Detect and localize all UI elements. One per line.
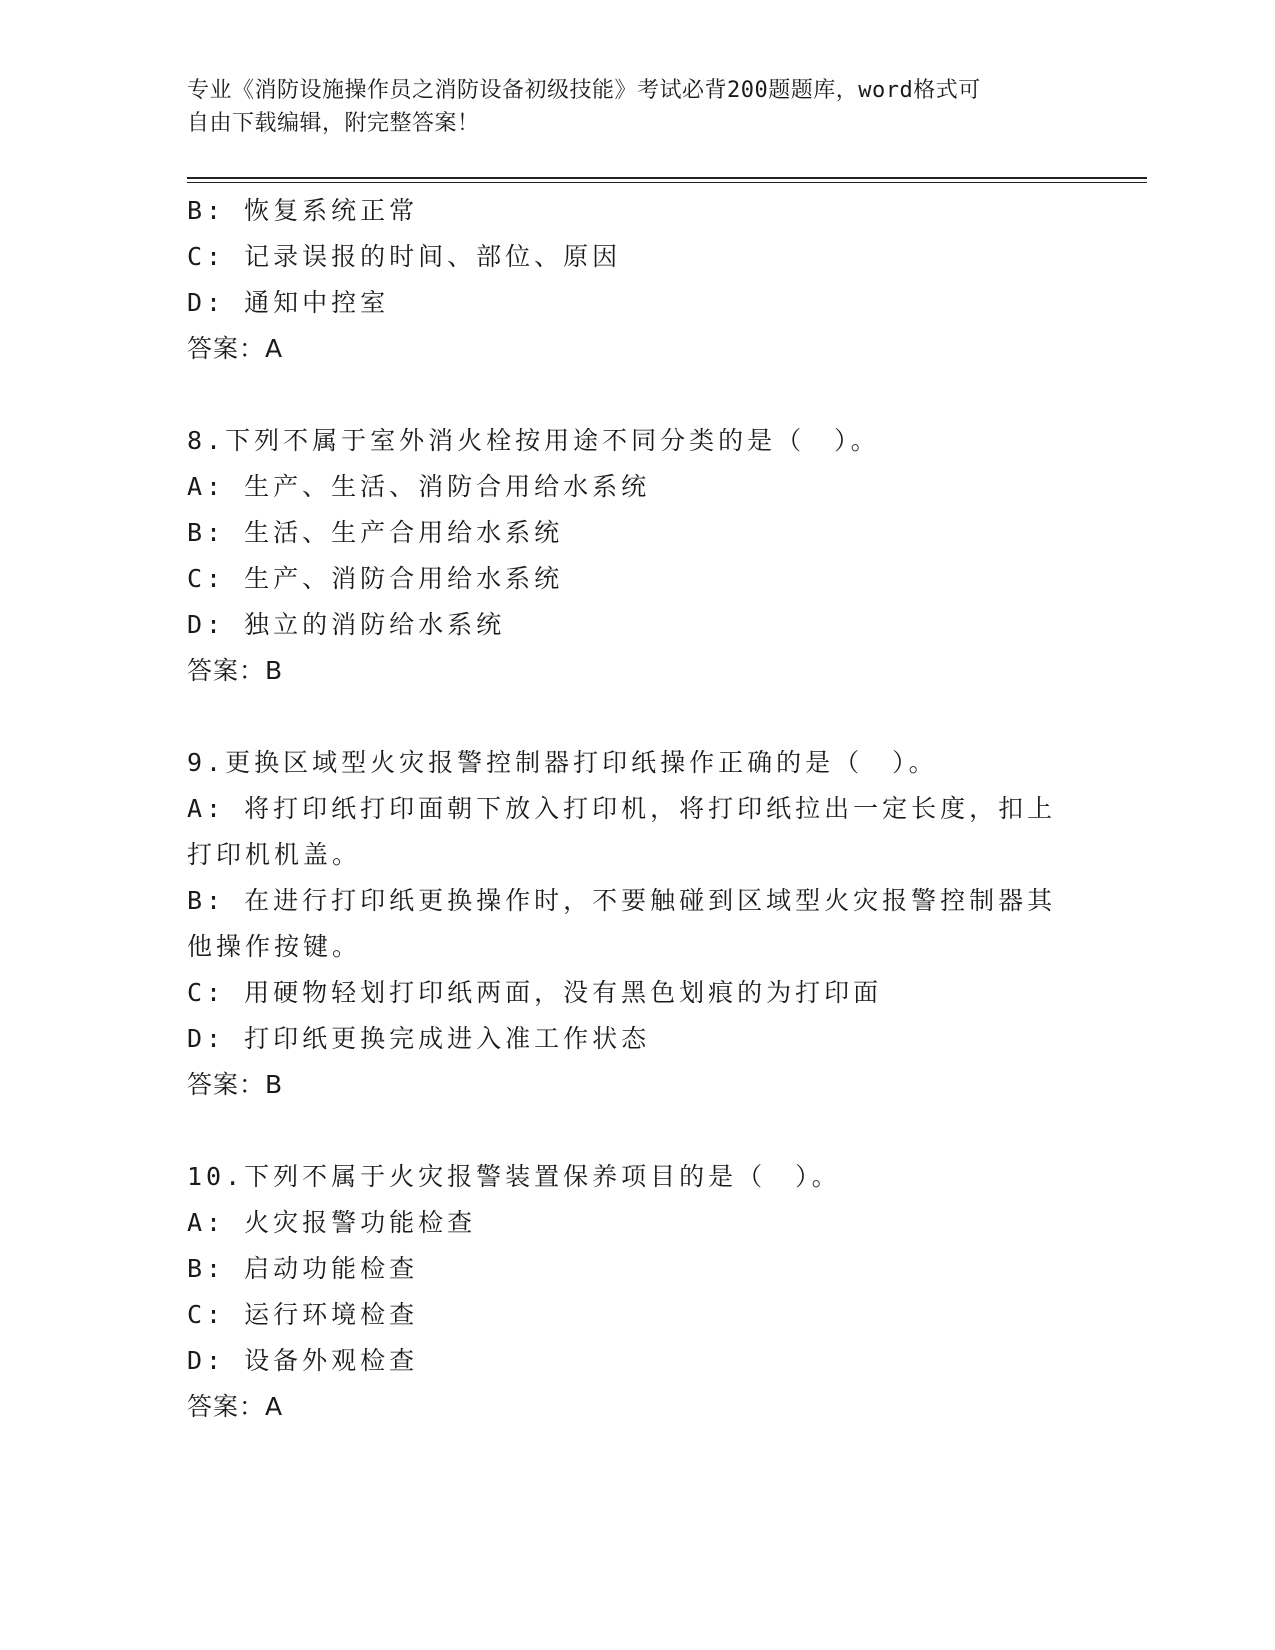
answer-line: 答案：A <box>187 1392 284 1421</box>
question-stem: 10.下列不属于火灾报警装置保养项目的是（ ）。 <box>187 1162 841 1191</box>
question-list <box>187 188 1077 1430</box>
answer-line: 答案：B <box>187 1070 284 1099</box>
option-d: D: 打印纸更换完成进入准工作状态 <box>187 1024 651 1053</box>
option-c: C: 运行环境检查 <box>187 1300 419 1329</box>
header-title-line-2: 自由下载编辑，附完整答案！ <box>187 111 480 136</box>
question-stem: 8.下列不属于室外消火栓按用途不同分类的是（ ）。 <box>187 426 880 455</box>
option-c: C: 生产、消防合用给水系统 <box>187 564 564 593</box>
question-stem: 9.更换区域型火灾报警控制器打印纸操作正确的是（ ）。 <box>187 748 938 777</box>
question-block-10 <box>187 1154 1077 1430</box>
option-a: A: 生产、生活、消防合用给水系统 <box>187 472 651 501</box>
option-c: C: 用硬物轻划打印纸两面，没有黑色划痕的为打印面 <box>187 978 883 1007</box>
option-d: D: 通知中控室 <box>187 288 390 317</box>
option-c: C: 记录误报的时间、部位、原因 <box>187 242 622 271</box>
header-title-line-1: 专业《消防设施操作员之消防设备初级技能》考试必背200题题库，word格式可 <box>187 78 981 103</box>
header-divider-thick <box>187 177 1147 179</box>
option-b: B: 在进行打印纸更换操作时，不要触碰到区域型火灾报警控制器其他操作按键。 <box>187 886 1057 961</box>
document-header <box>187 74 1087 140</box>
option-d: D: 独立的消防给水系统 <box>187 610 506 639</box>
option-b: B: 恢复系统正常 <box>187 196 419 225</box>
option-a: A: 火灾报警功能检查 <box>187 1208 477 1237</box>
answer-line: 答案：A <box>187 334 284 363</box>
option-b: B: 启动功能检查 <box>187 1254 419 1283</box>
header-divider-thin <box>187 182 1147 183</box>
answer-line: 答案：B <box>187 656 284 685</box>
prev-question-block <box>187 188 1077 372</box>
question-block-9 <box>187 740 1077 1108</box>
option-b: B: 生活、生产合用给水系统 <box>187 518 564 547</box>
option-a: A: 将打印纸打印面朝下放入打印机，将打印纸拉出一定长度，扣上打印机机盖。 <box>187 794 1057 869</box>
option-d: D: 设备外观检查 <box>187 1346 419 1375</box>
question-block-8 <box>187 418 1077 694</box>
